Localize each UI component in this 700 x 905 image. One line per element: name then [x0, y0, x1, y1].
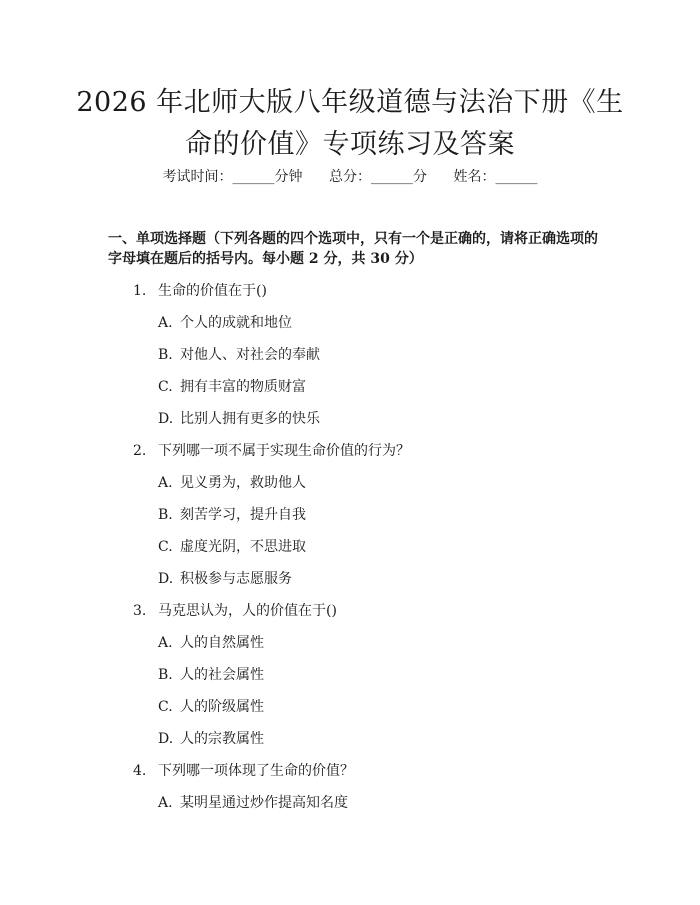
option-letter: A. — [158, 635, 173, 651]
exam-meta — [0, 166, 700, 188]
option-text: 见义勇为，救助他人 — [180, 475, 306, 491]
option-letter: D. — [158, 571, 174, 587]
question-number: 4. — [133, 763, 147, 779]
option-letter: A. — [158, 475, 173, 491]
option-text: 人的阶级属性 — [180, 699, 264, 715]
option-4a — [158, 793, 348, 813]
question-number: 2. — [133, 443, 147, 459]
option-letter: C. — [158, 379, 173, 395]
question-number: 3. — [133, 603, 147, 619]
question-text: 生命的价值在于() — [158, 283, 267, 299]
question-3 — [133, 601, 337, 621]
option-3d — [158, 729, 264, 749]
option-1d — [158, 409, 320, 429]
option-letter: A. — [158, 795, 173, 811]
option-letter: C. — [158, 699, 173, 715]
option-letter: B. — [158, 347, 173, 363]
option-letter: D. — [158, 411, 174, 427]
option-text: 比别人拥有更多的快乐 — [180, 411, 320, 427]
question-2 — [133, 441, 410, 461]
option-text: 个人的成就和地位 — [180, 315, 292, 331]
option-3a — [158, 633, 264, 653]
option-3c — [158, 697, 264, 717]
option-text: 人的宗教属性 — [180, 731, 264, 747]
option-1c — [158, 377, 306, 397]
option-2c — [158, 537, 306, 557]
option-2b — [158, 505, 306, 525]
option-letter: D. — [158, 731, 174, 747]
option-text: 对他人、对社会的奉献 — [180, 347, 320, 363]
option-3b — [158, 665, 264, 685]
option-text: 某明星通过炒作提高知名度 — [180, 795, 348, 811]
exam-time: 考试时间：______分钟 — [162, 169, 303, 185]
option-text: 刻苦学习，提升自我 — [180, 507, 306, 523]
question-4 — [133, 761, 354, 781]
question-text: 马克思认为，人的价值在于() — [158, 603, 337, 619]
title-line-2: 命的价值》专项练习及答案 — [185, 129, 515, 160]
question-text: 下列哪一项不属于实现生命价值的行为？ — [158, 443, 410, 459]
option-2a — [158, 473, 306, 493]
document-title — [60, 82, 640, 166]
option-letter: B. — [158, 667, 173, 683]
student-name: 姓名：______ — [453, 169, 538, 185]
option-letter: A. — [158, 315, 173, 331]
question-1 — [133, 281, 267, 301]
option-letter: C. — [158, 539, 173, 555]
question-number: 1. — [133, 283, 147, 299]
option-1a — [158, 313, 292, 333]
option-1b — [158, 345, 320, 365]
section-heading-line-1: 一、单项选择题（下列各题的四个选项中，只有一个是正确的，请将正确选项的 — [108, 231, 598, 247]
section-heading-line-2: 字母填在题后的括号内。每小题 2 分，共 30 分） — [108, 251, 423, 267]
option-text: 人的社会属性 — [180, 667, 264, 683]
question-text: 下列哪一项体现了生命的价值？ — [158, 763, 354, 779]
option-letter: B. — [158, 507, 173, 523]
option-text: 拥有丰富的物质财富 — [180, 379, 306, 395]
option-text: 虚度光阴，不思进取 — [180, 539, 306, 555]
total-score: 总分：______分 — [329, 169, 427, 185]
section-heading — [108, 229, 603, 269]
option-text: 积极参与志愿服务 — [180, 571, 292, 587]
option-text: 人的自然属性 — [180, 635, 264, 651]
option-2d — [158, 569, 292, 589]
title-line-1: 2026 年北师大版八年级道德与法治下册《生 — [76, 87, 624, 118]
